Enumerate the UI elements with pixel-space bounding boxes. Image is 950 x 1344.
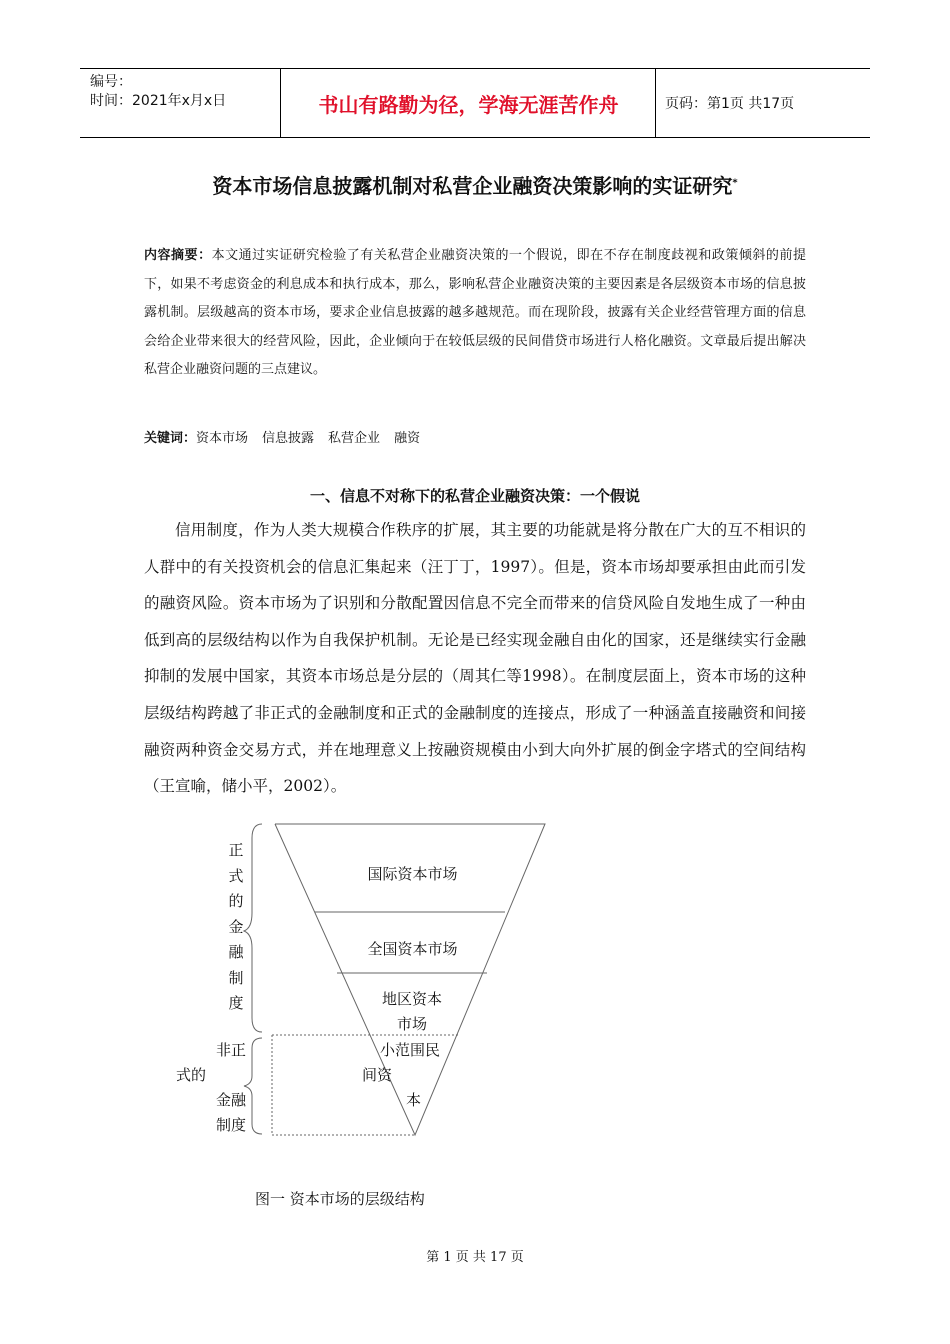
keyword: 融资 (394, 431, 421, 446)
figure-caption: 图一 资本市场的层级结构 (255, 1190, 425, 1208)
header-number: 编号： (90, 74, 132, 90)
formal-brace (244, 824, 262, 1032)
keyword: 信息披露 (262, 431, 315, 446)
header-page-info: 页码：第1页 共17页 (665, 96, 795, 112)
document-title (0, 170, 950, 199)
document-title-text: 资本市场信息披露机制对私营企业融资决策影响的实证研究 (212, 174, 733, 198)
abstract-label: 内容摘要： (144, 248, 212, 263)
level-label-informal-local: 小范围民 间资 本 (362, 1041, 441, 1109)
keywords-label: 关键词： (144, 431, 197, 446)
header-time: 时间：2021年x月x日 (90, 93, 227, 109)
section-heading: 一、信息不对称下的私营企业融资决策：一个假说 (309, 487, 640, 505)
page-header-table (80, 68, 870, 138)
level-label-national: 全国资本市场 (367, 940, 458, 958)
title-footnote-mark: * (732, 177, 738, 189)
level-label-international: 国际资本市场 (367, 865, 458, 883)
keyword: 资本市场 (196, 431, 249, 446)
page-footer: 第 1 页 共 17 页 (426, 1250, 524, 1265)
keywords (144, 427, 434, 446)
header-meta (90, 73, 226, 111)
informal-finance-label: 非正 式的 金融 制度 (176, 1041, 246, 1134)
abstract (144, 242, 806, 385)
level-label-regional: 地区资本 市场 (381, 990, 442, 1033)
keyword: 私营企业 (328, 431, 381, 446)
header-divider (280, 69, 281, 137)
formal-finance-label: 正 式 的 金 融 制 度 (228, 841, 244, 1012)
header-divider (655, 69, 656, 137)
abstract-text: 本文通过实证研究检验了有关私营企业融资决策的一个假说，即在不存在制度歧视和政策倾斜的前提下，如果不考虑资金的利息成本和执行成本，那么，影响私营企业融资决策的主要因素是各层级资本市场的信息披露机制。层级越高的资本市场，要求企业信息披露的越多越规范。而在现阶段，披露有关企业经营管理方面的信息会给企业带来很大的经营风险，因此，企业倾向于在较低层级的民间借贷市场进行人格化融资。文章最后提出解决私营企业融资问题的三点建议。 (144, 248, 806, 378)
header-motto: 书山有路勤为径，学海无涯苦作舟 (318, 92, 619, 117)
body-paragraph: 信用制度，作为人类大规模合作秩序的扩展，其主要的功能就是将分散在广大的互不相识的人群中的有关投资机会的信息汇集起来（汪丁丁，1997）。但是，资本市场却要承担由此而引发的融资风险。资本市场为了识别和分散配置因信息不完全而带来的信贷风险自发地生成了一种由低到高的层级结构以作为自我保护机制。无论是已经实现金融自由化的国家，还是继续实行金融抑制的发展中国家，其资本市场总是分层的（周其仁等1998）。在制度层面上，资本市场的这种层级结构跨越了非正式的金融制度和正式的金融制度的连接点，形成了一种涵盖直接融资和间接融资两种资金交易方式，并在地理意义上按融资规模由小到大向外扩展的倒金字塔式的空间结构（王宣喻，储小平，2002）。 (144, 521, 806, 796)
informal-brace (244, 1038, 262, 1134)
